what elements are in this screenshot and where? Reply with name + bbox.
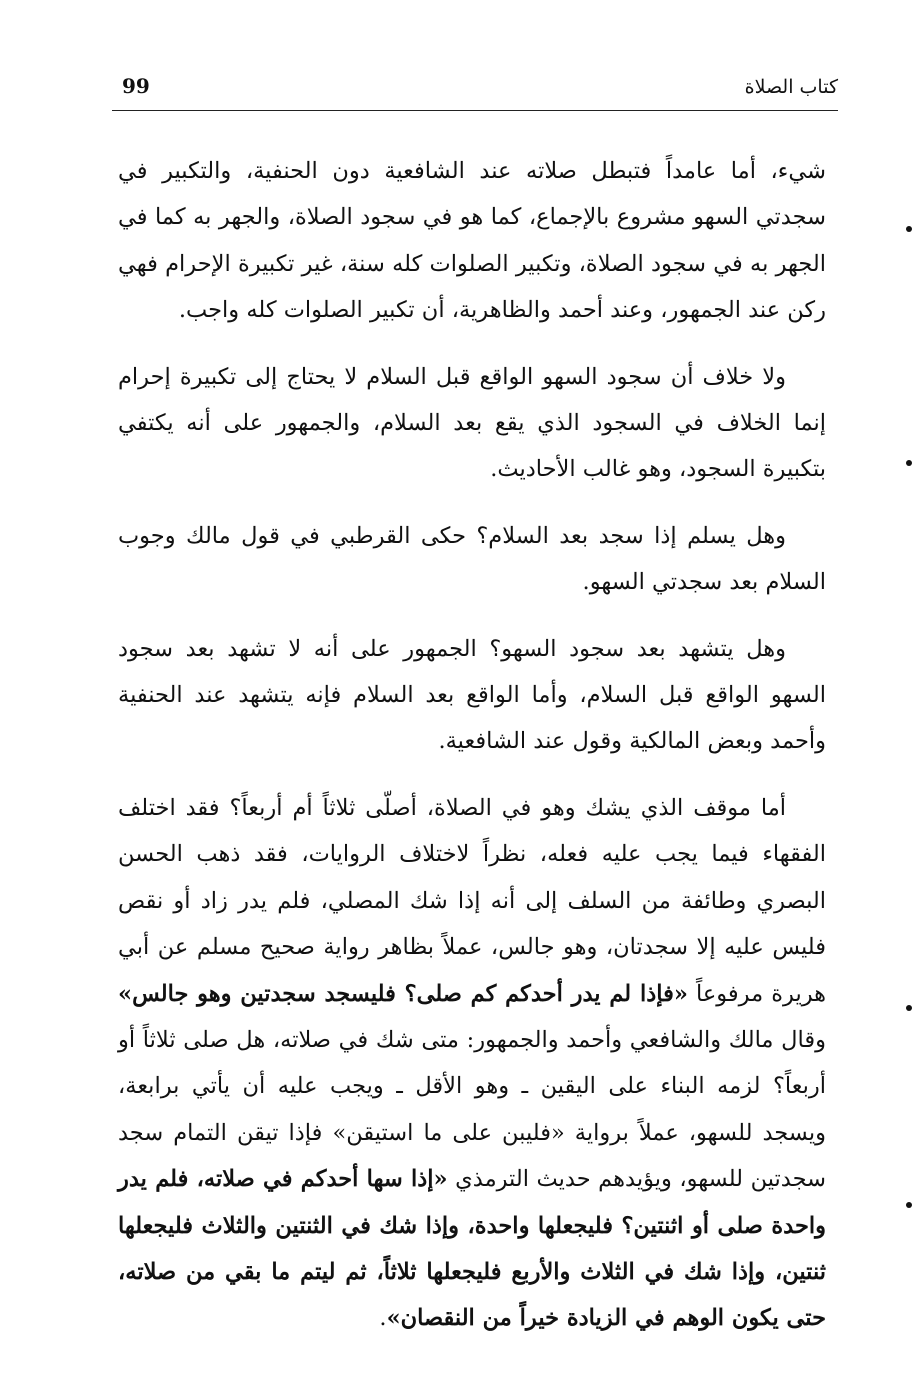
page-header — [112, 70, 838, 110]
hadith-quote-1: «فإذا لم يدر أحدكم كم صلى؟ فليسجد سجدتين وهو جالس» — [118, 980, 688, 1007]
header-rule — [112, 110, 838, 111]
paragraph-5 — [118, 785, 826, 1342]
margin-mark — [906, 1005, 912, 1011]
paragraph-5-text-2: وقال مالك والشافعي وأحمد والجمهور: متى شك في صلاته، هل صلى ثلاثاً أو أربعاً؟ لزمه البناء على اليقين ـ وهو الأقل ـ ويجب عليه أن يأتي برابعة، ويسجد للسهو، عملاً برواية «فليبن على ما استيقن» فإذا تيقن التمام سجد سجدتين للسهو، ويؤيدهم حديث الترمذي — [118, 1026, 826, 1193]
paragraph-1: شيء، أما عامداً فتبطل صلاته عند الشافعية دون الحنفية، والتكبير في سجدتي السهو مشروع بالإجماع، كما هو في سجود الصلاة، والجهر به كما في الجهر به في سجود الصلاة، وتكبير الصلوات كله سنة، غير تكبيرة الإحرام فهي ركن عند الجمهور، وعند أحمد والظاهرية، أن تكبير الصلوات كله واجب. — [118, 158, 826, 324]
margin-mark — [906, 460, 912, 466]
body-text — [118, 148, 826, 1362]
page-number: 99 — [122, 74, 150, 98]
hadith-quote-2: «إذا سها أحدكم في صلاته، فلم يدر واحدة صلى أو اثنتين؟ فليجعلها واحدة، وإذا شك في الثنتين والثلاث فليجعلها ثنتين، وإذا شك في الثلاث والأربع فليجعلها ثلاثاً، ثم ليتم ما بقي من صلاته، حتى يكون الوهم في الزيادة خيراً من النقصان» — [118, 1166, 826, 1332]
paragraph-5-text-3: . — [379, 1305, 387, 1332]
paragraph-3: وهل يسلم إذا سجد بعد السلام؟ حكى القرطبي في قول مالك وجوب السلام بعد سجدتي السهو. — [118, 522, 826, 596]
paragraph-5-text-1: أما موقف الذي يشك وهو في الصلاة، أصلّى ثلاثاً أم أربعاً؟ فقد اختلف الفقهاء فيما يجب عليه فعله، نظراً لاختلاف الروايات، فقد ذهب الحسن البصري وطائفة من السلف إلى أنه إذا شك المصلي، فلم يدر زاد أو نقص فليس عليه إلا سجدتان، وهو جالس، عملاً بظاهر رواية صحيح مسلم عن أبي هريرة مرفوعاً — [118, 794, 826, 1007]
margin-mark — [906, 1202, 912, 1208]
paragraph-4: وهل يتشهد بعد سجود السهو؟ الجمهور على أنه لا تشهد بعد سجود السهو الواقع قبل السلام، وأما الواقع بعد السلام فإنه يتشهد عند الحنفية وأحمد وبعض المالكية وقول عند الشافعية. — [118, 635, 826, 755]
margin-mark — [906, 226, 912, 232]
paragraph-2: ولا خلاف أن سجود السهو الواقع قبل السلام لا يحتاج إلى تكبيرة إحرام إنما الخلاف في السجود الذي يقع بعد السلام، والجمهور على أنه يكتفي بتكبيرة السجود، وهو غالب الأحاديث. — [118, 363, 826, 483]
running-title: كتاب الصلاة — [744, 76, 838, 98]
